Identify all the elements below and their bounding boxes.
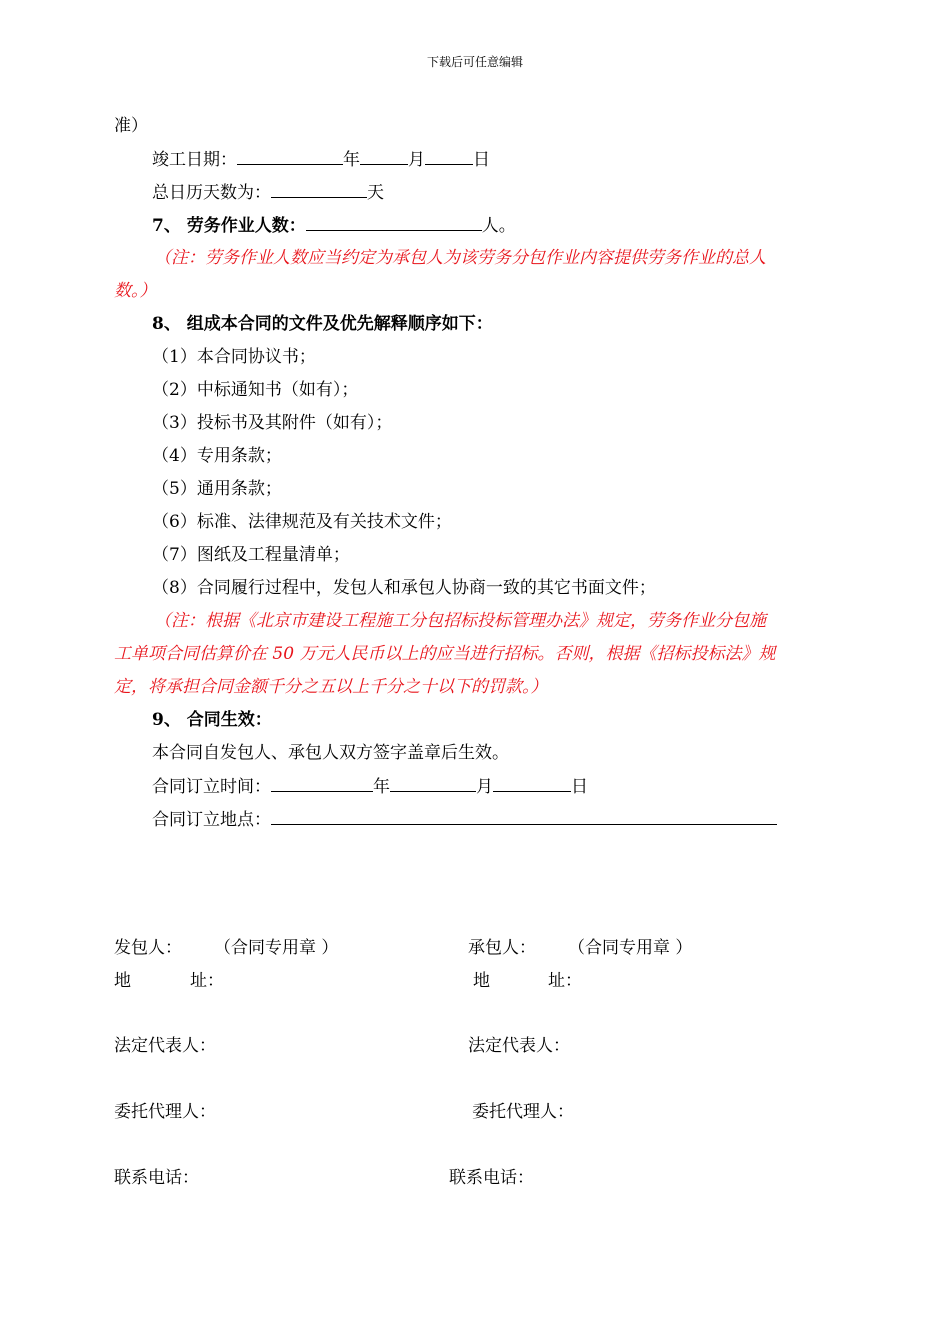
continuation-text: 准）	[114, 116, 148, 136]
contractor-legal-rep: 法定代表人：	[468, 1036, 570, 1056]
effect-text: 本合同自发包人、承包人双方签字盖章后生效。	[152, 743, 509, 763]
item9-heading: 9、 合同生效：	[152, 710, 272, 730]
doc-item-6: （6）标准、法律规范及有关技术文件；	[152, 512, 452, 532]
days-unit: 天	[367, 183, 384, 203]
total-days-line	[152, 181, 384, 204]
page-header: 下载后可任意编辑	[426, 55, 523, 69]
sign-place-line	[152, 808, 777, 831]
contractor-phone: 联系电话：	[449, 1168, 534, 1188]
sign-year-field[interactable]	[271, 775, 373, 792]
contractor-agent: 委托代理人：	[472, 1102, 574, 1122]
employer-party-label: 发包人：	[114, 938, 182, 958]
completion-day-field[interactable]	[425, 148, 473, 165]
completion-date-line	[152, 148, 490, 171]
employer-legal-rep: 法定代表人：	[114, 1036, 216, 1056]
employer-address-b: 址：	[190, 971, 224, 991]
contractor-seal: （合同专用章 ）	[568, 938, 693, 958]
note2-line-c: 定，将承担合同金额千分之五以上千分之十以下的罚款。）	[114, 677, 548, 697]
total-days-label: 总日历天数为：	[152, 183, 271, 203]
sign-month-field[interactable]	[390, 775, 476, 792]
note2-line-b: 工单项合同估算价在 50 万元人民币以上的应当进行招标。否则，根据《招标投标法》规	[114, 644, 776, 664]
total-days-field[interactable]	[271, 181, 367, 198]
completion-month-field[interactable]	[360, 148, 408, 165]
completion-date-label: 竣工日期：	[152, 150, 237, 170]
note2-line-a: （注：根据《北京市建设工程施工分包招标投标管理办法》规定，劳务作业分包施	[154, 611, 766, 631]
contractor-address-b: 址：	[548, 971, 582, 991]
sign-place-field[interactable]	[271, 808, 777, 825]
day-label: 日	[473, 150, 490, 170]
employer-phone: 联系电话：	[114, 1168, 199, 1188]
sign-place-label: 合同订立地点：	[152, 810, 271, 830]
employer-address-a: 地	[114, 971, 131, 991]
sign-year-label: 年	[373, 777, 390, 797]
sign-time-line	[152, 775, 588, 798]
doc-item-1: （1）本合同协议书；	[152, 347, 316, 367]
doc-item-4: （4）专用条款；	[152, 446, 282, 466]
item7-unit: 人。	[481, 216, 516, 236]
contractor-party-label: 承包人：	[468, 938, 536, 958]
sign-day-label: 日	[571, 777, 588, 797]
sign-month-label: 月	[476, 777, 493, 797]
note1-line-a: （注：劳务作业人数应当约定为承包人为该劳务分包作业内容提供劳务作业的总人	[154, 248, 766, 268]
doc-item-5: （5）通用条款；	[152, 479, 282, 499]
doc-item-2: （2）中标通知书（如有）；	[152, 380, 359, 400]
item7-label: 7、 劳务作业人数：	[152, 216, 306, 236]
item8-heading: 8、 组成本合同的文件及优先解释顺序如下：	[152, 314, 493, 334]
doc-item-8: （8）合同履行过程中，发包人和承包人协商一致的其它书面文件；	[152, 578, 656, 598]
worker-count-field[interactable]	[306, 214, 482, 231]
note1-line-b: 数。）	[114, 281, 157, 301]
item7-line	[152, 214, 516, 237]
employer-seal: （合同专用章 ）	[214, 938, 339, 958]
month-label: 月	[408, 150, 425, 170]
employer-agent: 委托代理人：	[114, 1102, 216, 1122]
year-label: 年	[343, 150, 360, 170]
completion-year-field[interactable]	[237, 148, 343, 165]
contractor-address-a: 地	[473, 971, 490, 991]
sign-day-field[interactable]	[493, 775, 571, 792]
sign-time-label: 合同订立时间：	[152, 777, 271, 797]
doc-item-7: （7）图纸及工程量清单；	[152, 545, 350, 565]
doc-item-3: （3）投标书及其附件（如有）；	[152, 413, 393, 433]
